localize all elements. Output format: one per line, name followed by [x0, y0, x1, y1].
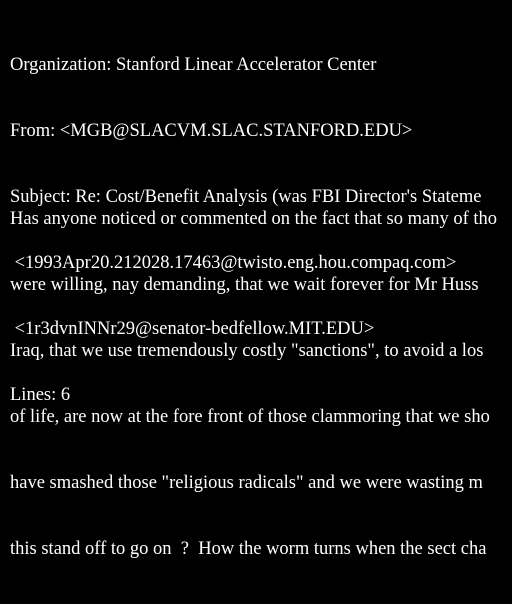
- header-from: From: <MGB@SLACVM.SLAC.STANFORD.EDU>: [10, 121, 413, 141]
- body-line: this stand off to go on ? How the worm turns when the sect cha: [10, 539, 487, 559]
- header-subject: Subject: Re: Cost/Benefit Analysis (was FBI Director's Stateme: [10, 187, 482, 207]
- header-organization: Organization: Stanford Linear Accelerator Center: [10, 55, 377, 75]
- body-line: Iraq, that we use tremendously costly "sanctions", to avoid a los: [10, 341, 484, 361]
- header-lines: Lines: 6: [10, 385, 71, 405]
- body-line: have smashed those "religious radicals" and we were wasting m: [10, 473, 483, 493]
- email-body: [10, 164, 497, 604]
- body-line: of life, are now at the fore front of those clammoring that we sho: [10, 407, 490, 427]
- header-reference-2: <1r3dvnINNr29@senator-bedfellow.MIT.EDU>: [10, 319, 375, 339]
- body-line: were willing, nay demanding, that we wait forever for Mr Huss: [10, 275, 479, 295]
- body-line: Has anyone noticed or commented on the fact that so many of tho: [10, 209, 498, 229]
- header-reference-1: <1993Apr20.212028.17463@twisto.eng.hou.compaq.com>: [10, 253, 457, 273]
